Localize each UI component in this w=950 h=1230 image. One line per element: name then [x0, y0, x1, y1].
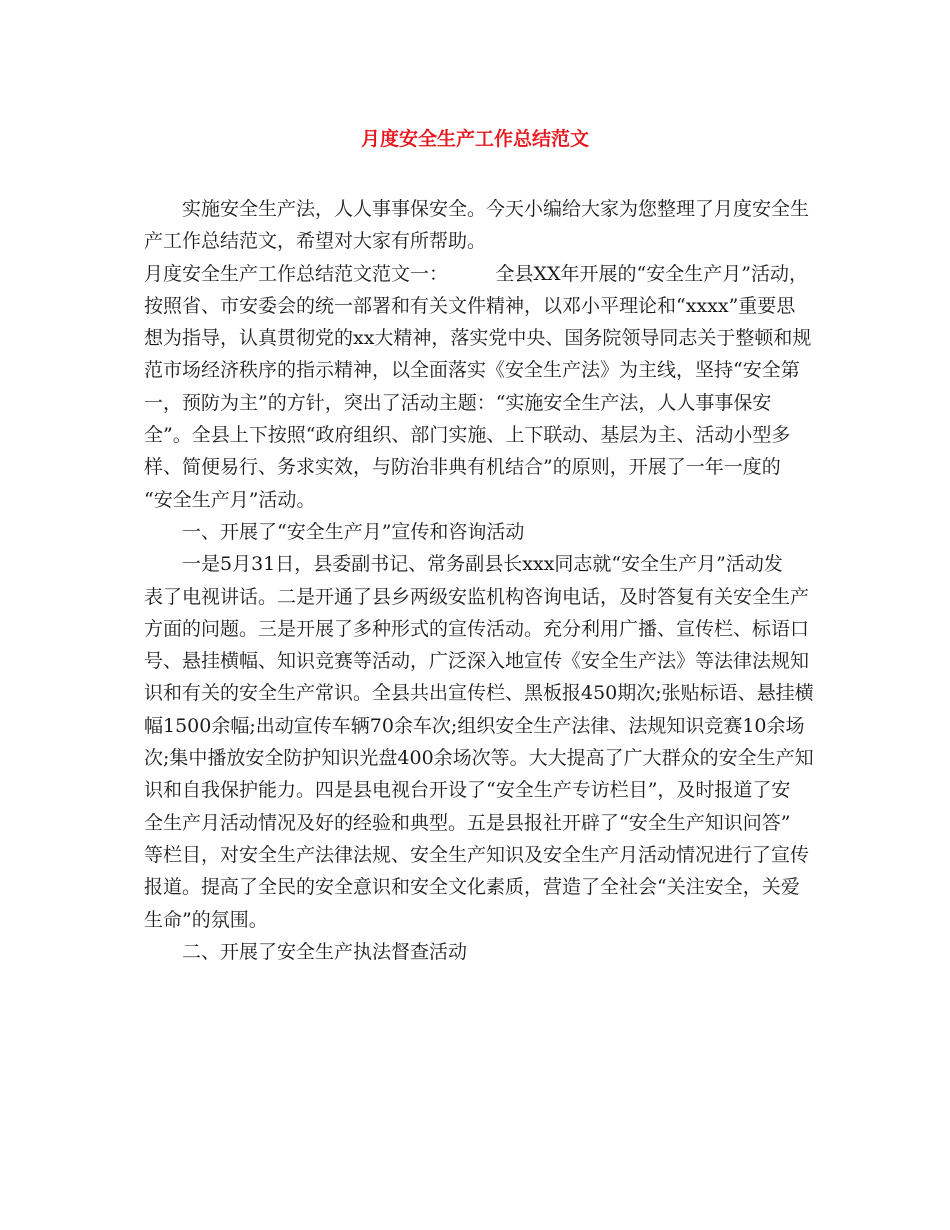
- body-line: 报道。提高了全民的安全意识和安全文化素质，营造了全社会“关注安全，关爱: [144, 876, 800, 899]
- section-heading-1: 一、开展了“安全生产月”宣传和咨询活动: [144, 520, 525, 543]
- body-line: 次;集中播放安全防护知识光盘400余场次等。大大提高了广大群众的安全生产知: [144, 747, 814, 770]
- document-body: [144, 193, 824, 968]
- body-line: 月度安全生产工作总结范文范文一： 全县XX年开展的“安全生产月”活动，: [144, 262, 808, 285]
- body-line: 幅1500余幅;出动宣传车辆70余车次;组织安全生产法律、法规知识竞赛10余场: [144, 714, 805, 737]
- document-title: 月度安全生产工作总结范文: [360, 128, 589, 150]
- body-line: 等栏目，对安全生产法律法规、安全生产知识及安全生产月活动情况进行了宣传: [144, 843, 810, 866]
- body-line: 全生产月活动情况及好的经验和典型。五是县报社开辟了“安全生产知识问答”: [144, 811, 791, 834]
- body-line: 识和有关的安全生产常识。全县共出宣传栏、黑板报450期次;张贴标语、悬挂横: [144, 682, 814, 705]
- body-line: 样、简便易行、务求实效，与防治非典有机结合”的原则，开展了一年一度的: [144, 456, 781, 479]
- body-line: 按照省、市安委会的统一部署和有关文件精神，以邓小平理论和“xxxx”重要思: [144, 294, 796, 317]
- body-line: 方面的问题。三是开展了多种形式的宣传活动。充分利用广播、宣传栏、标语口: [144, 617, 810, 640]
- body-line: 范市场经济秩序的指示精神，以全面落实《安全生产法》为主线，坚持“安全第: [144, 359, 800, 382]
- body-line: “安全生产月”活动。: [144, 488, 316, 511]
- body-line: 全”。全县上下按照“政府组织、部门实施、上下联动、基层为主、活动小型多: [144, 424, 791, 447]
- body-line: 识和自我保护能力。四是县电视台开设了“安全生产专访栏目”，及时报道了安: [144, 779, 791, 802]
- body-line: 产工作总结范文，希望对大家有所帮助。: [144, 230, 487, 253]
- body-line: 号、悬挂横幅、知识竞赛等活动，广泛深入地宣传《安全生产法》等法律法规知: [144, 650, 810, 673]
- body-line: 一是5月31日，县委副书记、常务副县长xxx同志就“安全生产月”活动发: [144, 553, 783, 576]
- body-line: 一，预防为主”的方针，突出了活动主题：“实施安全生产法，人人事事保安: [144, 391, 772, 414]
- body-line: 实施安全生产法，人人事事保安全。今天小编给大家为您整理了月度安全生: [144, 198, 810, 220]
- body-line: 生命”的氛围。: [144, 908, 268, 931]
- body-line: 想为指导，认真贯彻党的xx大精神，落实党中央、国务院领导同志关于整顿和规: [144, 327, 812, 350]
- section-heading-2: 二、开展了安全生产执法督查活动: [144, 940, 468, 963]
- body-line: 表了电视讲话。二是开通了县乡两级安监机构咨询电话，及时答复有关安全生产: [144, 585, 810, 608]
